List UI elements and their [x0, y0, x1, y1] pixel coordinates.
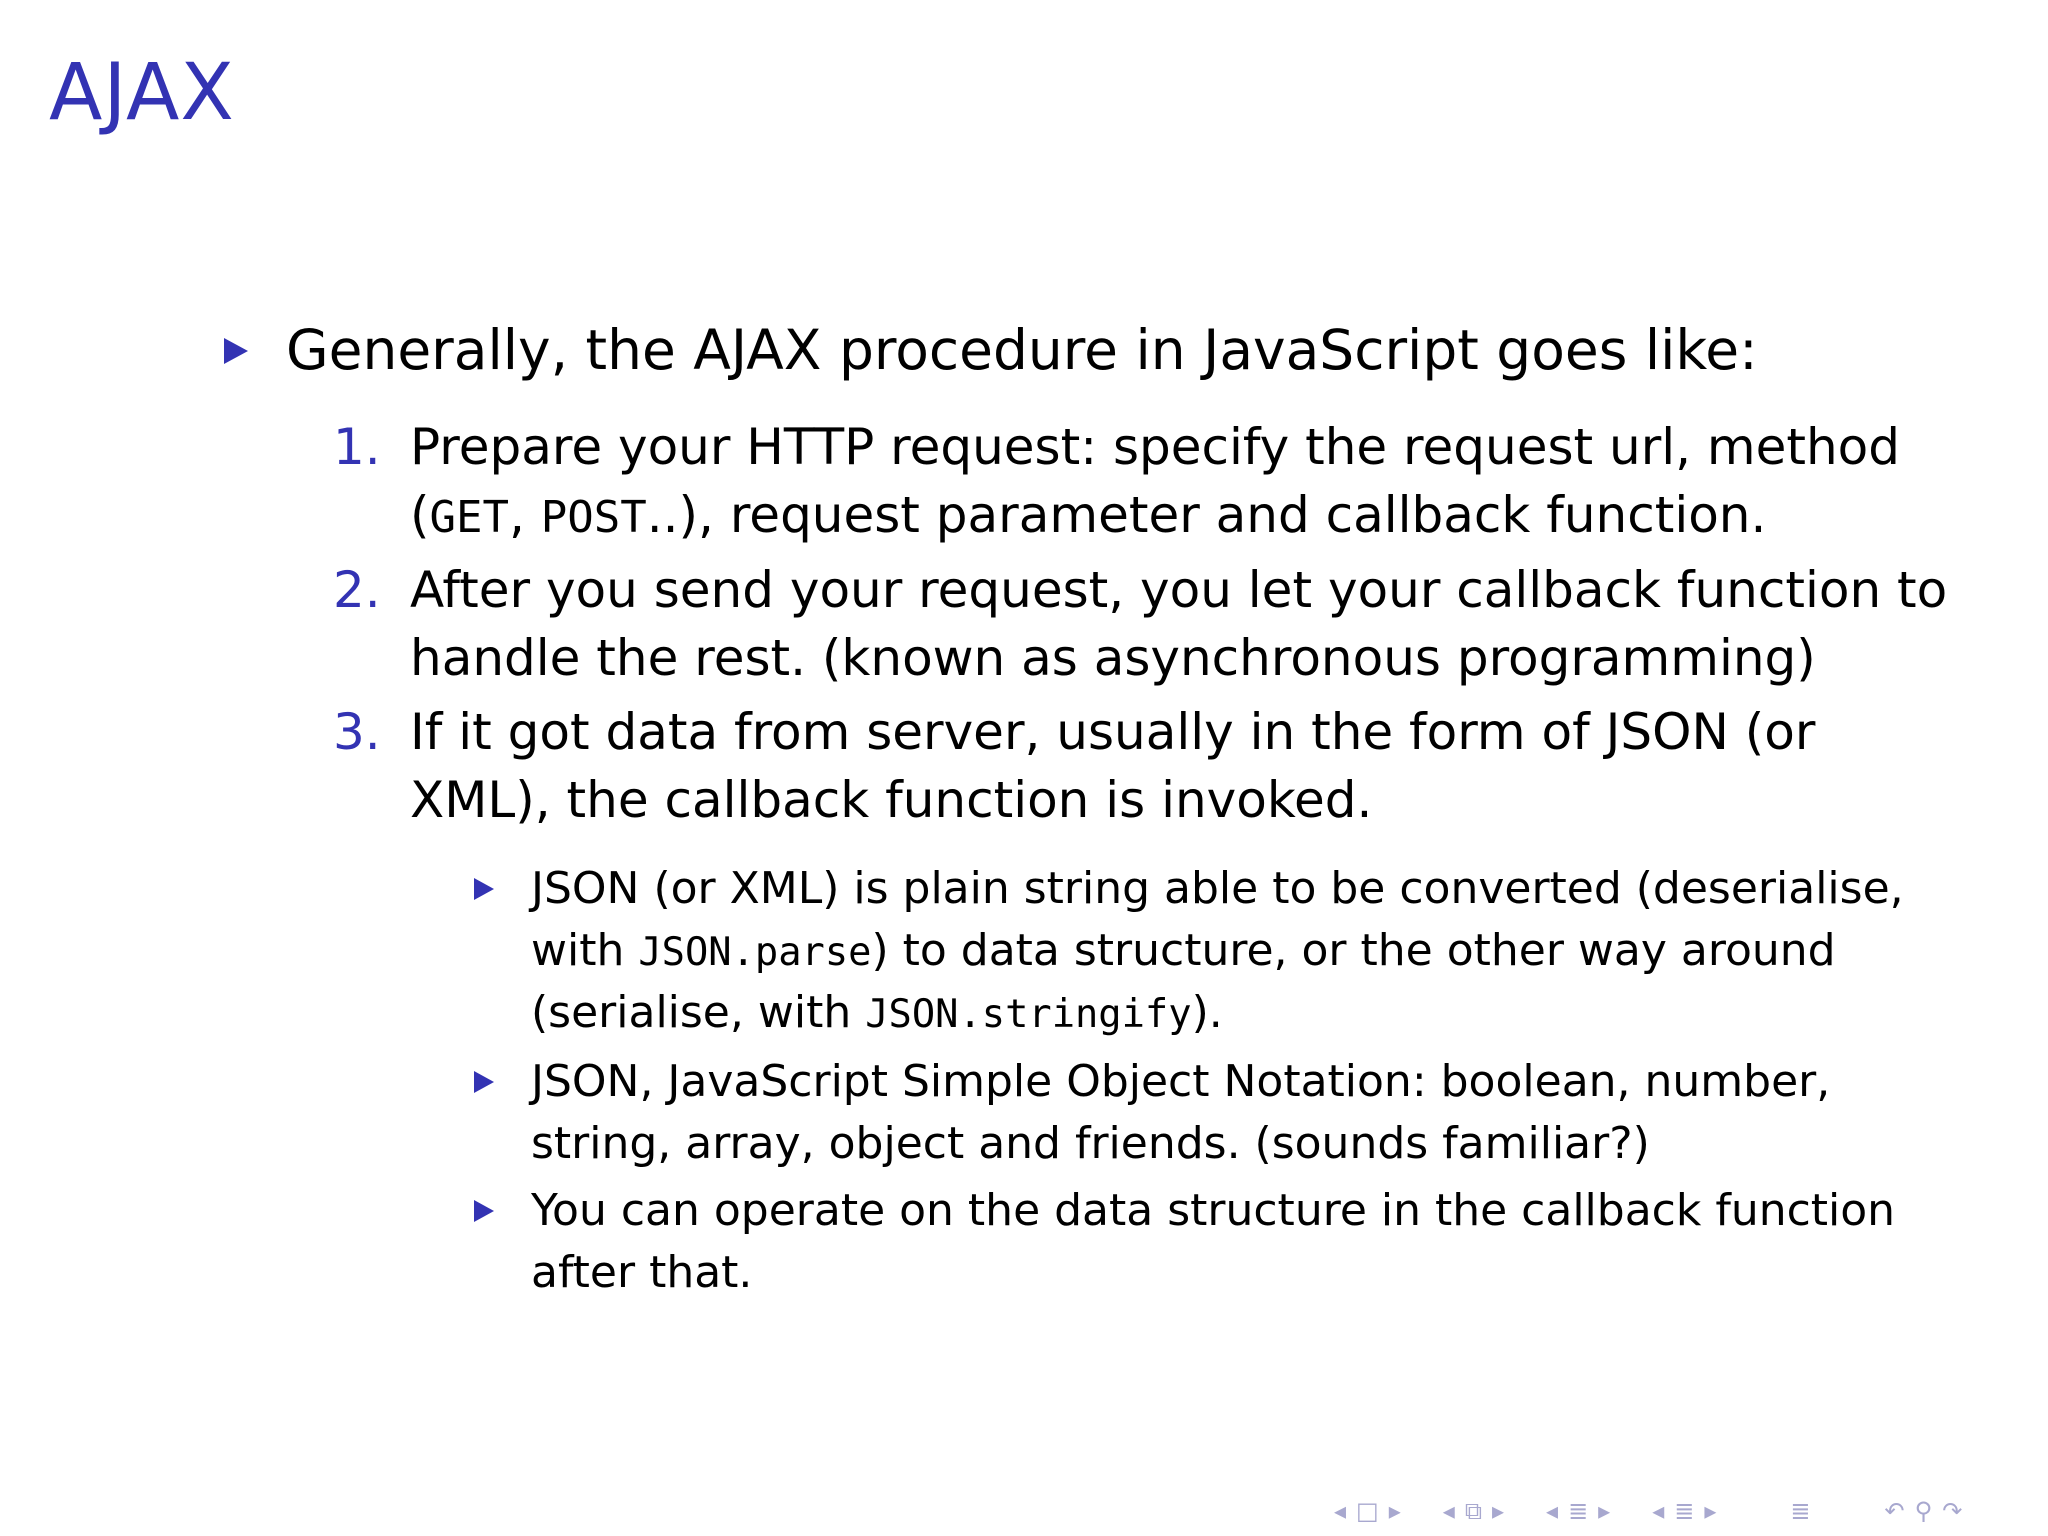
step-number-3: 3.: [333, 703, 381, 761]
sub-bullet-triangle-icon: [474, 1200, 494, 1222]
step-1-text-post: ..), request parameter and callback function.: [646, 486, 1767, 544]
nav-next-section-icon[interactable]: ▸: [1598, 1497, 1611, 1525]
subpoint-1-line-2-pre: with: [531, 925, 639, 976]
nav-subsection-icon[interactable]: ⧉: [1464, 1497, 1482, 1525]
nav-section-icon[interactable]: ≣: [1568, 1497, 1589, 1525]
nav-section-icon[interactable]: ≣: [1674, 1497, 1695, 1525]
intro-text: Generally, the AJAX procedure in JavaScript goes like:: [286, 318, 1758, 382]
sub-bullet-triangle-icon: [474, 878, 494, 900]
code-get: GET: [429, 492, 509, 543]
frame-title: AJAX: [49, 48, 235, 138]
nav-frame-icon[interactable]: □: [1356, 1497, 1379, 1525]
nav-prev-section-icon[interactable]: ◂: [1546, 1497, 1559, 1525]
step-number-1: 1.: [333, 418, 381, 476]
code-json-parse: JSON.parse: [638, 930, 872, 975]
nav-search-icon[interactable]: ⚲: [1914, 1497, 1933, 1525]
subpoint-1-line-2: [531, 920, 1836, 984]
step-1-line-2: [410, 481, 1766, 552]
step-3-line-1: If it got data from server, usually in the form of JSON (or: [410, 703, 1816, 761]
bullet-triangle-icon: [224, 338, 248, 364]
code-post: POST: [540, 492, 647, 543]
step-1-text-pre: (: [410, 486, 430, 544]
sub-bullet-triangle-icon: [474, 1071, 494, 1093]
subpoint-1-line-3-post: ).: [1191, 987, 1223, 1038]
subpoint-2-line-1: JSON, JavaScript Simple Object Notation: boolean, number,: [531, 1056, 1831, 1107]
subpoint-1-line-1: JSON (or XML) is plain string able to be converted (deserialise,: [531, 863, 1904, 914]
nav-next-subsection-icon[interactable]: ▸: [1491, 1497, 1505, 1525]
subpoint-3-line-2: after that.: [531, 1247, 753, 1298]
nav-prev-subsection-icon[interactable]: ◂: [1442, 1497, 1455, 1525]
subpoint-1-line-2-post: ) to data structure, or the other way around: [871, 925, 1836, 976]
step-2-line-1: After you send your request, you let your callback function to: [410, 561, 1948, 619]
nav-document-icon[interactable]: ≣: [1790, 1497, 1811, 1525]
beamer-navigation-bar: [1334, 1496, 1962, 1526]
nav-forward-icon[interactable]: ↷: [1942, 1497, 1963, 1525]
step-1-line-1: Prepare your HTTP request: specify the request url, method: [410, 418, 1901, 476]
code-json-stringify: JSON.stringify: [865, 992, 1192, 1037]
step-3-line-2: XML), the callback function is invoked.: [410, 771, 1373, 829]
subpoint-3-line-1: You can operate on the data structure in the callback function: [531, 1185, 1896, 1236]
step-1-text-mid: ,: [509, 486, 541, 544]
subpoint-1-line-3: [531, 982, 1223, 1046]
nav-prev-frame-icon[interactable]: ◂: [1334, 1497, 1347, 1525]
nav-prev-section-icon[interactable]: ◂: [1652, 1497, 1665, 1525]
subpoint-1-line-3-pre: (serialise, with: [531, 987, 866, 1038]
nav-next-section-icon[interactable]: ▸: [1704, 1497, 1717, 1525]
subpoint-2-line-2: string, array, object and friends. (sounds familiar?): [531, 1118, 1650, 1169]
step-number-2: 2.: [333, 561, 381, 619]
nav-next-frame-icon[interactable]: ▸: [1388, 1497, 1401, 1525]
step-2-line-2: handle the rest. (known as asynchronous programming): [410, 629, 1816, 687]
nav-back-icon[interactable]: ↶: [1884, 1497, 1905, 1525]
